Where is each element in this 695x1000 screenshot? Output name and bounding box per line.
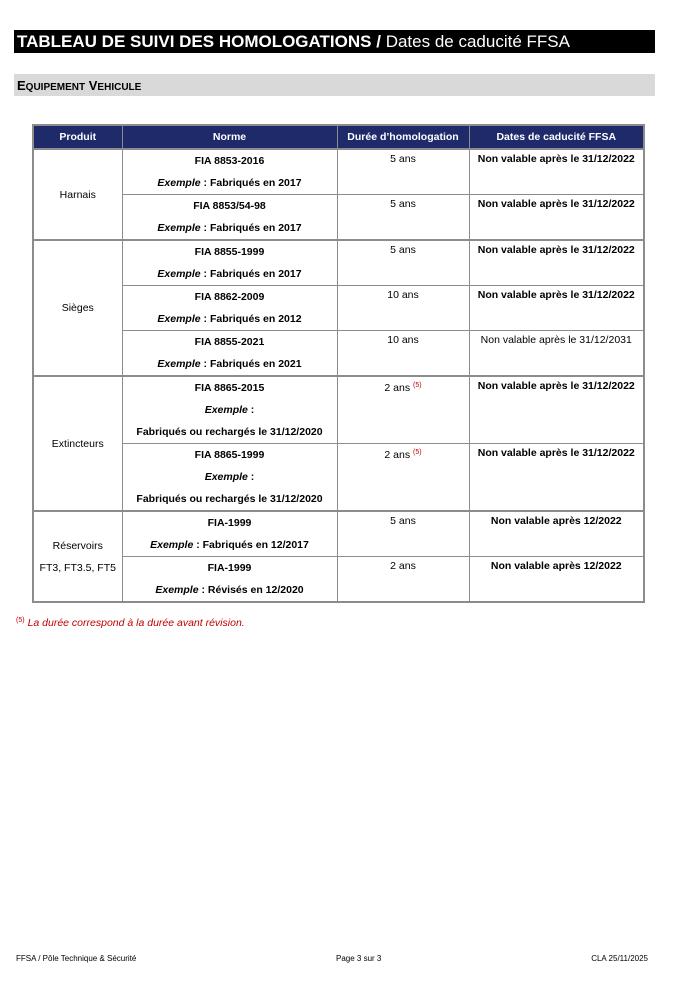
footnote-ref: (5) [413, 382, 422, 389]
duration-value: 2 ans [390, 560, 416, 572]
example-text: : Fabriqués en 12/2017 [193, 539, 309, 551]
table-header-row [33, 125, 644, 149]
duration-value: 10 ans [387, 334, 419, 346]
example-text: : [247, 404, 255, 416]
example-line-2: Fabriqués ou rechargés le 31/12/2020 [136, 493, 323, 505]
example-text: : Fabriqués en 2012 [200, 313, 302, 325]
document-title [14, 30, 655, 53]
expiry-date-cell: Non valable après le 31/12/2022 [469, 444, 644, 512]
header-dates: Dates de caducité FFSA [469, 125, 644, 149]
example-label: Exemple [155, 584, 199, 596]
norm-name: FIA 8865-2015 [194, 382, 265, 394]
product-cell [33, 149, 122, 240]
table-row [33, 557, 644, 603]
example-line [123, 172, 337, 194]
product-cell [33, 240, 122, 376]
example-label: Exemple [157, 358, 201, 370]
norm-cell [122, 511, 337, 557]
table-row [33, 376, 644, 444]
product-cell [33, 511, 122, 602]
example-text: : Fabriqués en 2021 [200, 358, 302, 370]
section-heading [14, 74, 655, 96]
example-text: : Fabriqués en 2017 [200, 177, 302, 189]
norm-cell [122, 376, 337, 444]
example-label: Exemple [157, 222, 201, 234]
section-heading-small-vehicule: EHICULE [97, 82, 142, 93]
table-row [33, 444, 644, 512]
example-line [123, 308, 337, 330]
expiry-date-cell: Non valable après le 31/12/2022 [469, 195, 644, 241]
example-line [123, 466, 337, 488]
example-line [123, 534, 337, 556]
duration-cell [337, 444, 469, 512]
expiry-date-cell: Non valable après 12/2022 [469, 557, 644, 603]
example-line [123, 353, 337, 375]
duration-cell [337, 557, 469, 603]
footnote-marker: (5) [16, 617, 25, 624]
section-heading-cap-e: E [17, 78, 26, 93]
expiry-date-cell: Non valable après le 31/12/2022 [469, 286, 644, 331]
duration-value: 2 ans [384, 382, 411, 394]
duration-value: 5 ans [390, 198, 416, 210]
norm-cell [122, 240, 337, 286]
footer-right: CLA 25/11/2025 [591, 954, 648, 963]
section-heading-cap-v: V [88, 78, 98, 93]
example-label: Exemple [150, 539, 194, 551]
footnote-ref: (5) [413, 449, 422, 456]
example-text: : Révisés en 12/2020 [198, 584, 304, 596]
title-normal: Dates de caducité FFSA [385, 32, 570, 51]
duration-cell [337, 331, 469, 377]
table-row [33, 149, 644, 195]
product-name: Réservoirs [52, 539, 103, 552]
norm-cell [122, 557, 337, 603]
expiry-date-cell: Non valable après le 31/12/2022 [469, 149, 644, 195]
expiry-date-cell: Non valable après le 31/12/2022 [469, 376, 644, 444]
duration-cell [337, 286, 469, 331]
norm-name: FIA 8865-1999 [194, 449, 265, 461]
duration-cell [337, 511, 469, 557]
example-text: : [247, 471, 255, 483]
header-produit: Produit [33, 125, 122, 149]
duration-cell [337, 195, 469, 241]
header-duree: Durée d’homologation [337, 125, 469, 149]
duration-cell [337, 376, 469, 444]
duration-value: 5 ans [390, 153, 416, 165]
example-text: : Fabriqués en 2017 [200, 268, 302, 280]
section-heading-small-equipement: QUIPEMENT [25, 82, 86, 93]
norm-cell [122, 331, 337, 377]
norm-cell [122, 149, 337, 195]
table-row [33, 195, 644, 241]
example-label: Exemple [157, 268, 201, 280]
example-line [123, 263, 337, 285]
product-name: Sièges [61, 302, 94, 314]
norm-cell [122, 195, 337, 241]
expiry-date-cell: Non valable après le 31/12/2022 [469, 240, 644, 286]
title-bold: TABLEAU DE SUIVI DES HOMOLOGATIONS / [17, 32, 381, 51]
duration-cell [337, 149, 469, 195]
duration-value: 5 ans [390, 244, 416, 256]
expiry-date-cell: Non valable après 12/2022 [469, 511, 644, 557]
example-line [123, 399, 337, 421]
product-name: Extincteurs [51, 437, 104, 450]
duration-cell [337, 240, 469, 286]
example-line [123, 217, 337, 239]
norm-name: FIA-1999 [207, 517, 252, 529]
norm-cell [122, 444, 337, 512]
homologation-table [32, 124, 645, 603]
duration-value: 2 ans [384, 449, 411, 461]
footer-left: FFSA / Pôle Technique & Sécurité [16, 954, 137, 963]
norm-name: FIA 8855-1999 [194, 246, 265, 258]
example-text: : Fabriqués en 2017 [200, 222, 302, 234]
header-norme: Norme [122, 125, 337, 149]
norm-cell [122, 286, 337, 331]
norm-name: FIA 8855-2021 [194, 336, 265, 348]
example-label: Exemple [204, 471, 248, 483]
duration-value: 10 ans [387, 289, 419, 301]
example-line [123, 579, 337, 601]
norm-name: FIA 8853-2016 [194, 155, 265, 167]
table-row [33, 240, 644, 286]
norm-name: FIA-1999 [207, 562, 252, 574]
footnote-text: La durée correspond à la durée avant révision. [27, 617, 245, 629]
table-row [33, 286, 644, 331]
footnote [16, 617, 245, 629]
product-cell [33, 376, 122, 511]
table-row [33, 331, 644, 377]
table-body [33, 149, 644, 602]
product-name: FT3, FT3.5, FT5 [39, 561, 116, 574]
norm-name: FIA 8862-2009 [194, 291, 265, 303]
expiry-date-cell: Non valable après le 31/12/2031 [469, 331, 644, 377]
example-line-2: Fabriqués ou rechargés le 31/12/2020 [136, 426, 323, 438]
norm-name: FIA 8853/54-98 [193, 200, 266, 212]
table-row [33, 511, 644, 557]
example-label: Exemple [157, 313, 201, 325]
product-name: Harnais [59, 188, 96, 201]
footer-page-number: Page 3 sur 3 [336, 954, 382, 963]
example-label: Exemple [157, 177, 201, 189]
example-label: Exemple [204, 404, 248, 416]
duration-value: 5 ans [390, 515, 416, 527]
